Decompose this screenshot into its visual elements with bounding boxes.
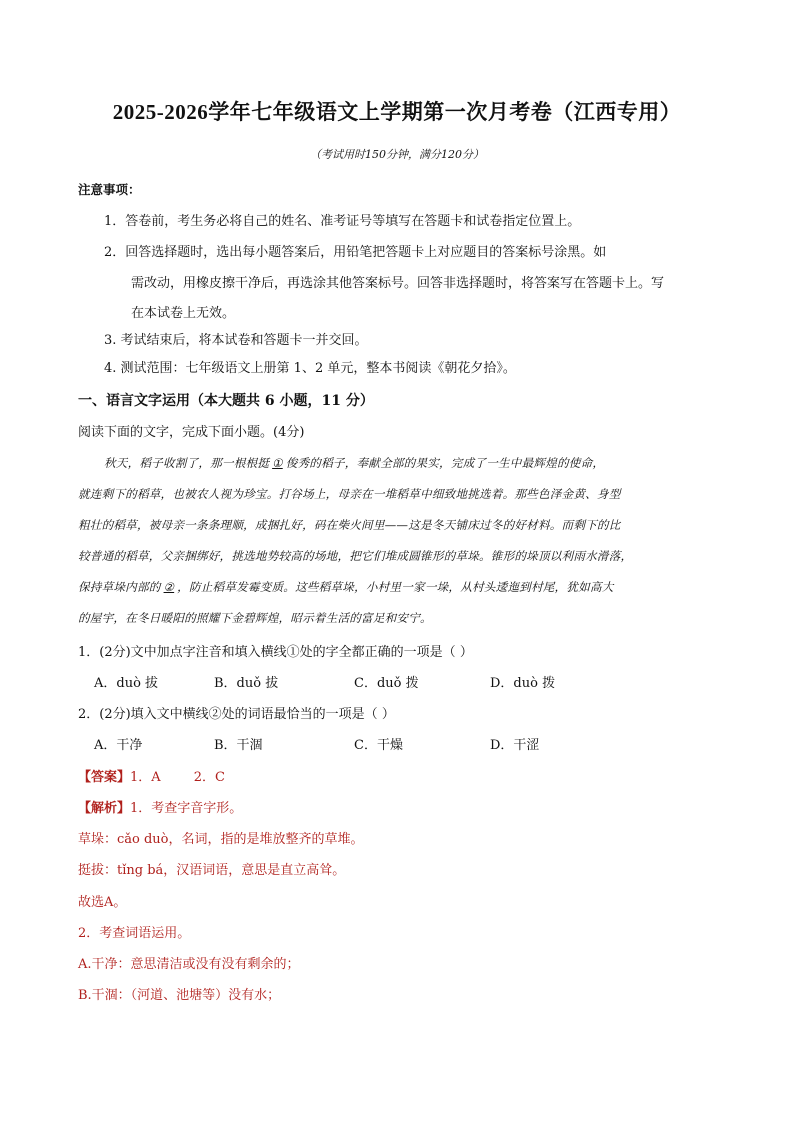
q1-option-c: C．duǒ 拨 — [354, 676, 419, 691]
passage-text: 保持草垛内部的 — [78, 580, 161, 594]
analysis-line: 草垛：cǎo duò，名词，指的是堆放整齐的草堆。 — [78, 832, 364, 847]
q2-option-a: A．干净 — [94, 738, 143, 753]
q1-option-b: B．duǒ 拔 — [214, 676, 279, 691]
blank-2: ② — [163, 580, 175, 594]
passage-line: 较普通的稻草，父亲捆绑好，挑选地势较高的场地，把它们堆成圆锥形的草垛。锥形的垛顶以利雨水滑落， — [78, 549, 633, 563]
question-2: 2．(2分)填入文中横线②处的词语最恰当的一项是（ ） — [78, 707, 395, 722]
page-title: 2025-2026学年七年级语文上学期第一次月考卷（江西专用） — [112, 100, 682, 124]
blank-1: ① — [272, 456, 283, 470]
q2-option-c: C．干燥 — [354, 738, 403, 753]
passage-text: 秋天，稻子收割了，那一根根挺 — [104, 456, 270, 470]
answer-tag: 【答案】 — [78, 770, 131, 785]
analysis-line: 故选A。 — [78, 895, 127, 910]
question-1: 1．(2分)文中加点字注音和填入横线①处的字全都正确的一项是（ ） — [78, 645, 473, 660]
answer-text: 1．A 2．C — [130, 770, 225, 785]
analysis-line: 2．考查词语运用。 — [78, 926, 191, 941]
q1-option-d: D．duò 拨 — [490, 676, 556, 691]
passage-line: 粗壮的稻草，被母亲一条条理顺，成捆扎好，码在柴火间里——这是冬天铺床过冬的好材料。而剩下的比 — [78, 518, 621, 532]
answer-line — [78, 766, 225, 785]
notice-line: 3. 考试结束后，将本试卷和答题卡一并交回。 — [104, 333, 368, 348]
notice-line: 4. 测试范围：七年级语文上册第 1、2 单元，整本书阅读《朝花夕拾》。 — [104, 361, 516, 376]
notice-line: 在本试卷上无效。 — [131, 306, 236, 321]
notice-line: 2．回答选择题时，选出每小题答案后，用铅笔把答题卡上对应题目的答案标号涂黑。如 — [104, 245, 607, 260]
passage-line: 的屋宇，在冬日暖阳的照耀下金碧辉煌，昭示着生活的富足和安宁。 — [78, 611, 432, 625]
passage-line — [104, 455, 604, 471]
reading-intro: 阅读下面的文字，完成下面小题。(4分) — [78, 425, 305, 440]
notice-heading: 注意事项： — [78, 182, 141, 197]
analysis-line: 挺拔：tǐng bá，汉语词语，意思是直立高耸。 — [78, 863, 346, 878]
passage-text: ，防止稻草发霉变质。这些稻草垛，小村里一家一垛，从村头逶迤到村尾，犹如高大 — [177, 580, 614, 594]
notice-line: 1．答卷前，考生务必将自己的姓名、准考证号等填写在答题卡和试卷指定位置上。 — [104, 214, 581, 229]
analysis-line: B.干涸：（河道、池塘等）没有水； — [78, 988, 281, 1003]
analysis-line: A.干净：意思清洁或没有没有剩余的； — [78, 957, 300, 972]
analysis-tag: 【解析】 — [78, 801, 131, 816]
passage-line — [78, 579, 614, 595]
q2-option-d: D．干涩 — [490, 738, 540, 753]
notice-line: 需改动，用橡皮擦干净后，再选涂其他答案标号。回答非选择题时，将答案写在答题卡上。写 — [131, 276, 665, 291]
q1-option-a: A．duò 拔 — [94, 676, 159, 691]
q2-option-b: B．干涸 — [214, 738, 263, 753]
passage-text: 俊秀的稻子，奉献全部的果实，完成了一生中最辉煌的使命， — [285, 456, 605, 470]
section-heading: 一、语言文字运用（本大题共 6 小题，11 分） — [78, 393, 374, 409]
exam-duration-note: （考试用时150分钟，满分120分） — [310, 148, 484, 161]
passage-line: 就连剩下的稻草，也被农人视为珍宝。打谷场上，母亲在一堆稻草中细致地挑选着。那些色泽金黄、身型 — [78, 487, 621, 501]
analysis-text: 1．考查字音字形。 — [130, 801, 243, 816]
analysis-line — [78, 797, 242, 816]
